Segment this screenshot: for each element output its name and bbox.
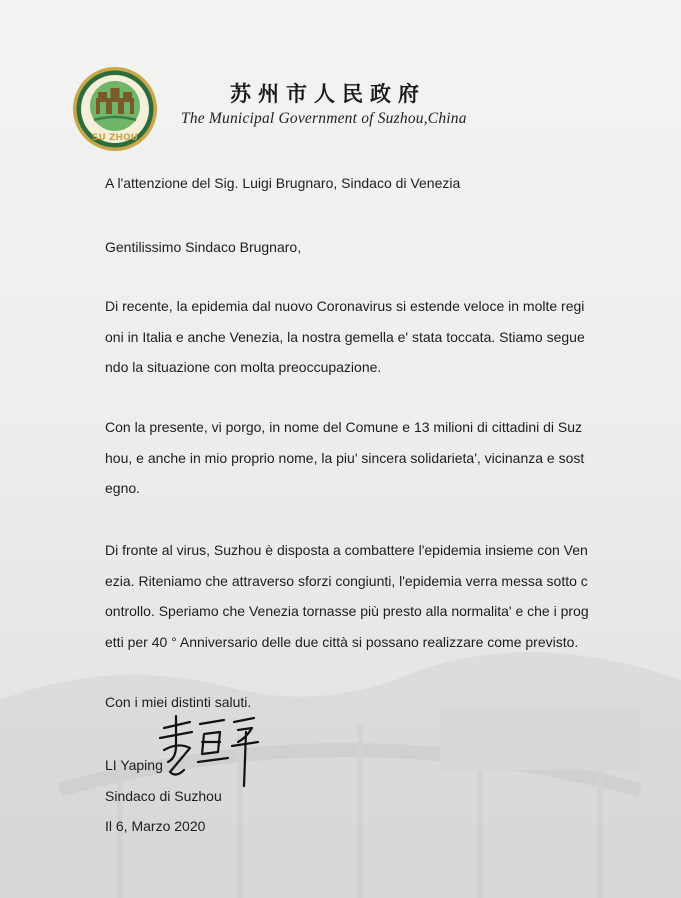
- letter-paragraph-2: Con la presente, vi porgo, in nome del Comune e 13 milioni di cittadini di Suz hou, e anche in mio proprio nome, la piu' sincera solidarieta', vicinanza e sost egno.: [105, 419, 585, 496]
- letter-paragraph-1: Di recente, la epidemia dal nuovo Coronavirus si estende veloce in molte regi oni in Italia e anche Venezia, la nostra gemella e' stata toccata. Stiamo segue ndo la situazione con molta preoccupazione.: [105, 298, 585, 375]
- logo-text: SU ZHOU: [92, 133, 138, 143]
- letter-date: Il 6, Marzo 2020: [105, 818, 206, 834]
- signer-title: Sindaco di Suzhou: [105, 788, 222, 804]
- handwritten-signature: [150, 712, 260, 788]
- letter-salutation: Gentilissimo Sindaco Brugnaro,: [105, 239, 302, 255]
- suzhou-emblem-logo: [72, 66, 158, 152]
- letter-closing: Con i miei distinti saluti.: [105, 694, 252, 710]
- signer-name: LI Yaping: [105, 757, 163, 773]
- letter-paragraph-3: Di fronte al virus, Suzhou è disposta a combattere l'epidemia insieme con Ven ezia. Riteniamo che attraverso sforzi congiunti, l'epidemia verra messa sotto c ontrollo. Speriamo che Venezia tornasse più presto alla normalita' e che i prog etti per 40 ° Anniversario delle due città si possano realizzare come previsto.: [105, 542, 589, 650]
- org-name-chinese: 苏州市人民政府: [230, 82, 426, 106]
- letter-addressee: A l'attenzione del Sig. Luigi Brugnaro, Sindaco di Venezia: [105, 175, 461, 191]
- org-name-english: The Municipal Government of Suzhou,China: [181, 110, 467, 127]
